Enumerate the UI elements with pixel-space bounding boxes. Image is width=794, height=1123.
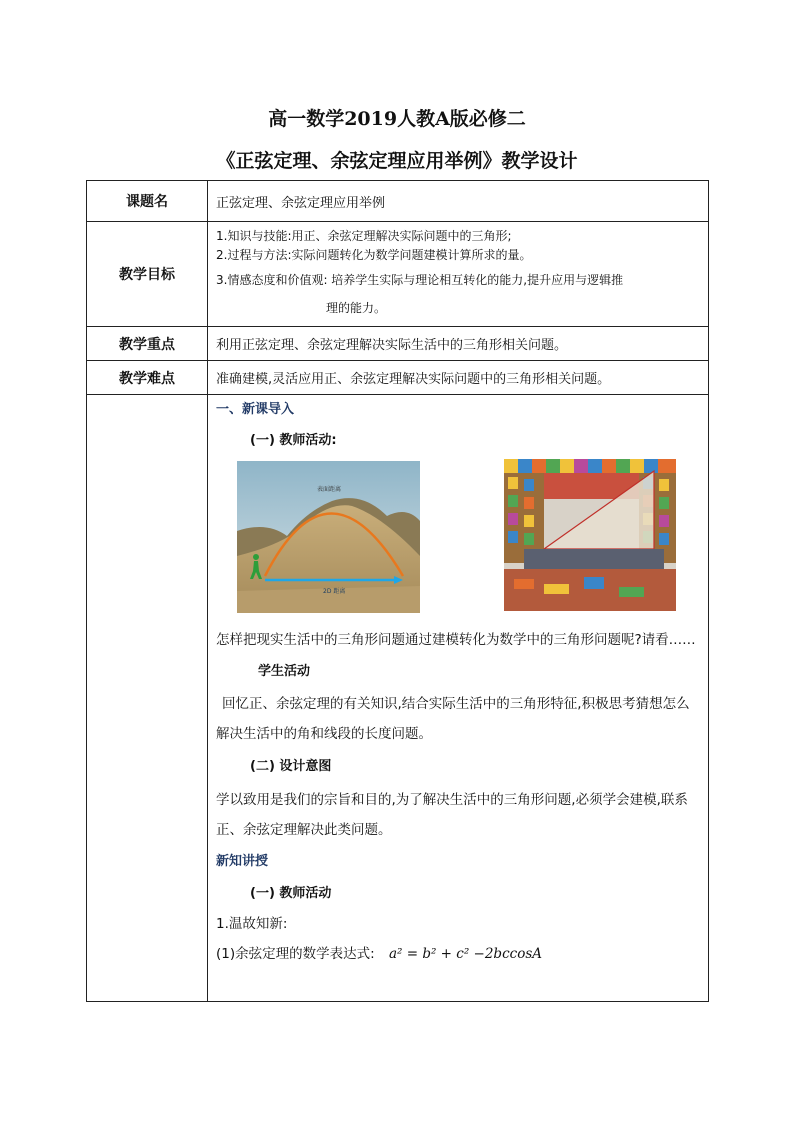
process-content xyxy=(208,395,709,1002)
intro-images xyxy=(216,459,702,619)
goal-item-2: 2.过程与方法:实际问题转化为数学问题建模计算所求的量。 xyxy=(216,248,532,262)
student-activity-text: 回忆正、余弦定理的有关知识,结合实际生活中的三角形特征,积极思考猜想怎么解决生活中的角和线段的长度问题。 xyxy=(216,696,690,742)
doc-title-line2: 《正弦定理、余弦定理应用举例》教学设计 xyxy=(216,150,578,172)
topic-label: 课题名 xyxy=(87,181,208,222)
difficulties-value: 准确建模,灵活应用正、余弦定理解决实际问题中的三角形相关问题。 xyxy=(208,361,709,395)
row-topic xyxy=(87,181,709,222)
key-points-label: 教学重点 xyxy=(87,327,208,361)
intro-question: 怎样把现实生活中的三角形问题通过建模转化为数学中的三角形问题呢?请看…… xyxy=(216,632,696,648)
row-difficulties xyxy=(87,361,709,395)
teacher-activity-2-heading: (一) 教师活动 xyxy=(250,886,332,901)
goal-item-1: 1.知识与技能:用正、余弦定理解决实际问题中的三角形; xyxy=(216,229,512,243)
key-points-value: 利用正弦定理、余弦定理解决实际生活中的三角形相关问题。 xyxy=(208,327,709,361)
goal-item-3-cont: 理的能力。 xyxy=(326,301,387,315)
process-label-empty xyxy=(87,395,208,1002)
goals-label: 教学目标 xyxy=(87,222,208,327)
base-label: 2D 距离 xyxy=(323,588,346,595)
mountain-distance-image xyxy=(237,461,420,613)
difficulties-label: 教学难点 xyxy=(87,361,208,395)
cosine-law-formula: a² = b² + c² −2bccosA xyxy=(388,946,543,962)
row-process xyxy=(87,395,709,1002)
doc-title-line1: 高一数学2019人教A版必修二 xyxy=(268,108,526,130)
section-new-lesson-heading: 一、新课导入 xyxy=(216,402,295,417)
new-knowledge-heading: 新知讲授 xyxy=(216,854,269,869)
student-activity-heading: 学生活动 xyxy=(258,664,311,679)
cosine-law-line xyxy=(216,939,702,969)
library-triangle-image xyxy=(504,459,676,611)
arc-label: 表面距离 xyxy=(317,486,342,493)
cosine-law-label: (1)余弦定理的数学表达式: xyxy=(216,946,375,962)
review-heading: 1.温故知新: xyxy=(216,916,288,932)
goal-item-3: 3.情感态度和价值观: 培养学生实际与理论相互转化的能力,提升应用与逻辑推 xyxy=(216,273,624,287)
teacher-activity-heading: (一) 教师活动: xyxy=(250,433,337,448)
row-goals xyxy=(87,222,709,327)
row-key-points xyxy=(87,327,709,361)
design-intent-text: 学以致用是我们的宗旨和目的,为了解决生活中的三角形问题,必须学会建模,联系正、余弦定理解决此类问题。 xyxy=(216,792,688,838)
topic-value: 正弦定理、余弦定理应用举例 xyxy=(208,181,709,222)
design-intent-heading: (二) 设计意图 xyxy=(250,759,332,774)
lesson-plan-table xyxy=(86,180,709,1002)
goals-value xyxy=(208,222,709,327)
